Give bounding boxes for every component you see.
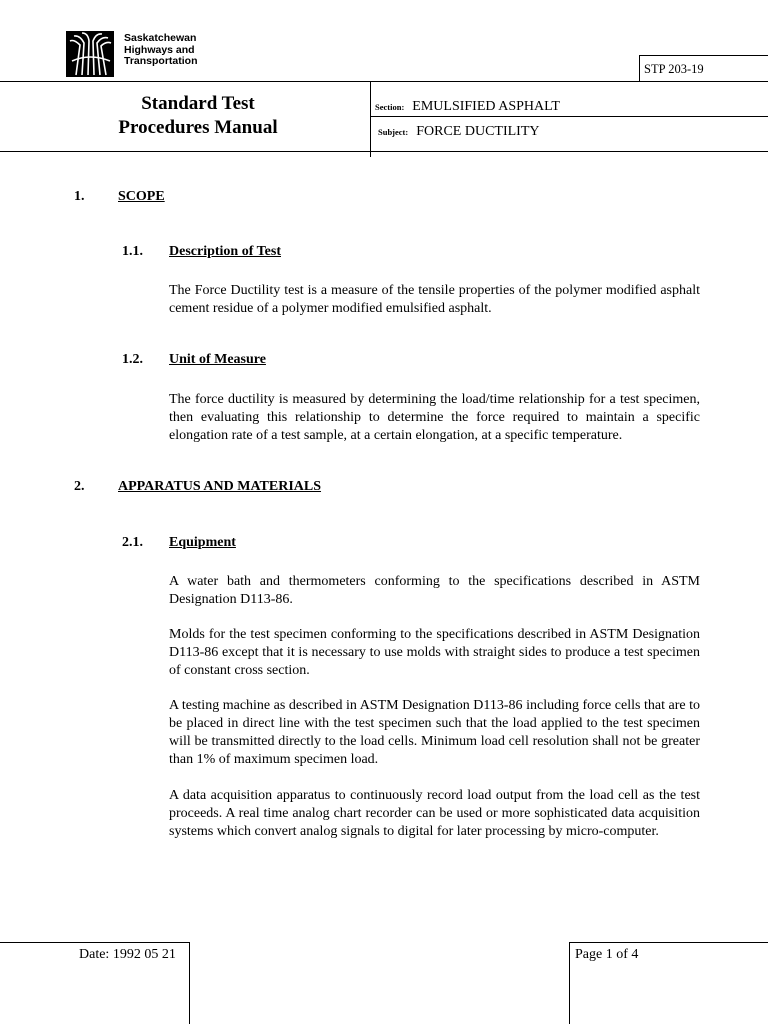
stp-number: STP 203-19 [644,62,704,76]
footer-page-left-border [569,942,570,1024]
org-line: Saskatchewan [124,32,197,44]
paragraph: A water bath and thermometers conforming to the specifications described in ASTM Designation D113-86. [169,574,700,607]
subject-field [378,122,540,140]
footer-page-number: Page 1 of 4 [575,947,639,962]
org-line: Transportation [124,55,198,67]
footer-date: Date: 1992 05 21 [79,947,176,962]
manual-title-line: Standard Test [141,93,255,114]
heading-unit-of-measure [122,352,266,368]
stp-box-top-border [639,55,768,56]
footer-date-top-border [0,942,190,943]
header-top-rule [0,81,768,82]
wheat-sheaf-logo-icon [66,31,114,77]
heading-apparatus-and-materials [74,479,322,495]
paragraph: Molds for the test specimen conforming to the specifications described in ASTM Designation D113-86 except that it is necessary to use molds with straight sides to produce a test specimen of constant cross section. [169,627,700,678]
heading-description-of-test [122,244,281,260]
paragraph: A data acquisition apparatus to continuously record load output from the load cell as the test proceeds. A real time analog chart recorder can be used or more sophisticated data acquisition systems which convert analog signals to digital for later processing by micro-computer. [169,788,700,839]
manual-title-line: Procedures Manual [118,117,278,138]
heading-scope [74,189,165,205]
heading-number: 2.1. [122,535,143,550]
section-subject-divider [370,116,768,117]
heading-number: 2. [74,479,85,494]
heading-title: SCOPE [118,189,165,204]
heading-number: 1.1. [122,244,143,259]
organization-name [124,33,198,68]
manual-title [96,92,300,140]
paragraph: The force ductility is measured by determining the load/time relationship for a test specimen, then evaluating this relationship to determine the force required to maintain a specific elongation rate of a test sample, at a certain elongation, at a specific temperature. [169,392,700,443]
stp-box-left-border [639,55,640,81]
heading-title: APPARATUS AND MATERIALS [118,479,322,494]
paragraph: A testing machine as described in ASTM Designation D113-86 including force cells that are to be placed in direct line with the test specimen such that the load applied to the test specimen will be transmitted directly to the load cells. Minimum load cell resolution shall not be greater than 1% of maximum specimen load. [169,698,700,767]
heading-title: Equipment [169,535,236,550]
section-value: EMULSIFIED ASPHALT [412,99,560,114]
heading-equipment [122,535,236,551]
heading-title: Description of Test [169,244,281,259]
subject-label: Subject: [378,127,409,137]
footer-page-top-border [569,942,768,943]
footer-date-right-border [189,942,190,1024]
header-bottom-rule [0,151,768,152]
heading-number: 1. [74,189,85,204]
header-divider [370,81,371,157]
heading-number: 1.2. [122,352,143,367]
paragraph: The Force Ductility test is a measure of the tensile properties of the polymer modified asphalt cement residue of a polymer modified emulsified asphalt. [169,283,700,316]
section-label: Section: [375,102,405,112]
subject-value: FORCE DUCTILITY [416,124,540,139]
org-line: Highways and [124,43,195,56]
section-field [375,97,560,115]
heading-title: Unit of Measure [169,352,266,367]
